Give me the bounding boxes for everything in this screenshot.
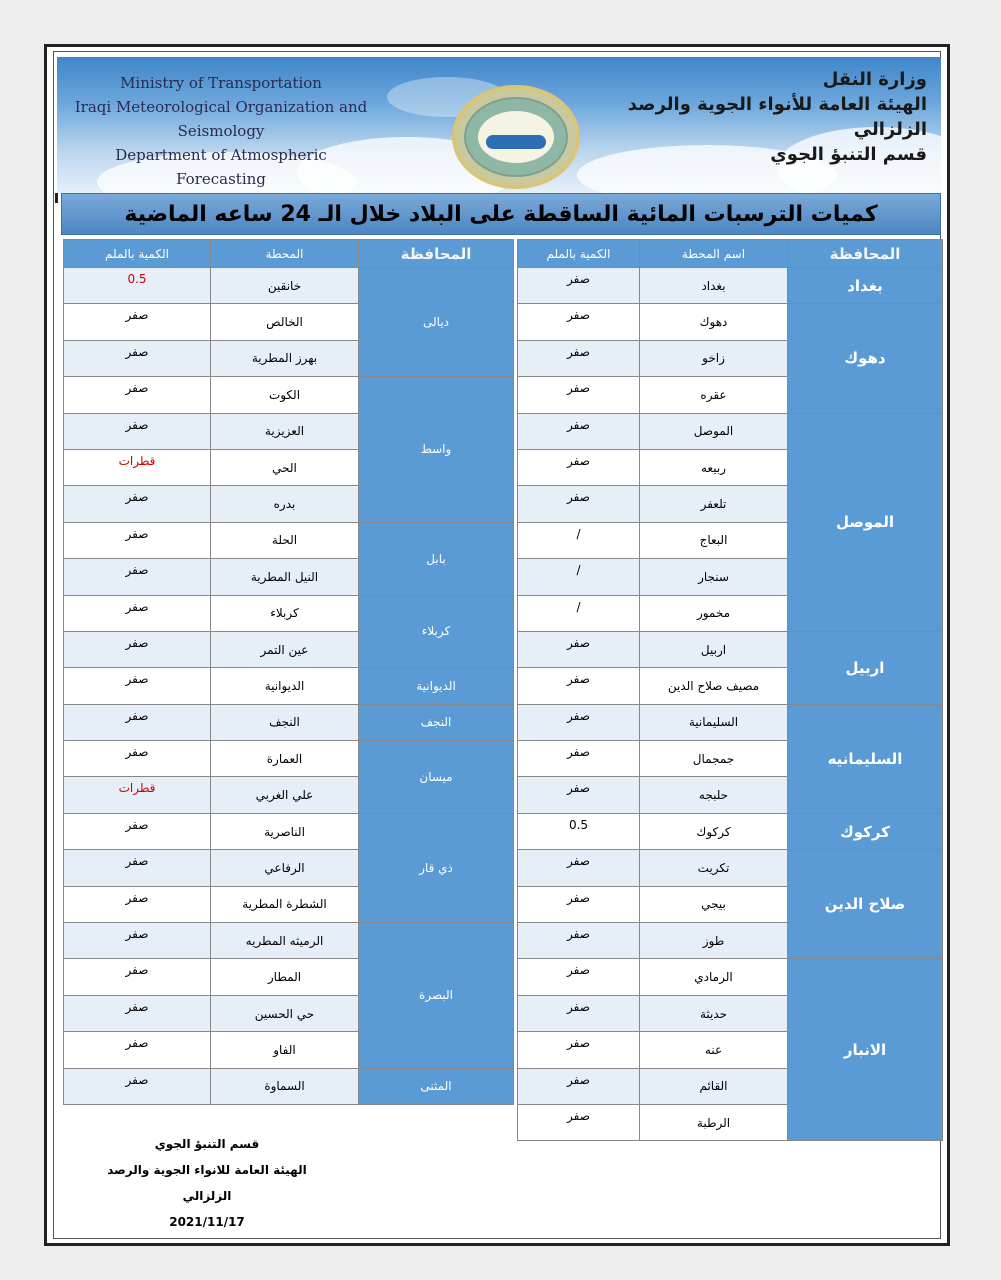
amount-cell: صفر [64, 304, 211, 340]
amount-cell: / [518, 522, 640, 558]
footer-organization: الهيئة العامة للانواء الجوية والرصد الزلزالي [107, 1163, 307, 1203]
amount-cell: صفر [518, 850, 640, 886]
amount-cell: صفر [64, 413, 211, 449]
header-amount: الكمية بالملم [64, 240, 211, 268]
station-cell: الرميثه المطريه [211, 923, 359, 959]
amount-cell: صفر [518, 631, 640, 667]
letterhead-banner [57, 57, 941, 193]
amount-cell: صفر [518, 1104, 640, 1140]
governorate-cell: صلاح الدين [788, 850, 943, 959]
station-cell: الكوت [211, 377, 359, 413]
station-cell: بدره [211, 486, 359, 522]
station-cell: السليمانية [640, 704, 788, 740]
english-department: Department of Atmospheric Forecasting [115, 146, 327, 188]
station-cell: ربيعه [640, 449, 788, 485]
amount-cell: صفر [518, 449, 640, 485]
governorate-cell: ذي قار [359, 813, 514, 922]
table-row [518, 813, 943, 849]
station-cell: اربيل [640, 631, 788, 667]
station-cell: طوز [640, 923, 788, 959]
station-cell: الخالص [211, 304, 359, 340]
amount-cell: صفر [64, 704, 211, 740]
amount-cell: صفر [64, 559, 211, 595]
table-row [64, 813, 514, 849]
organization-logo [452, 85, 580, 189]
table-row [64, 377, 514, 413]
amount-cell: صفر [518, 741, 640, 777]
arabic-department: قسم التنبؤ الجوي [770, 144, 927, 165]
station-cell: بيجي [640, 886, 788, 922]
amount-cell: صفر [518, 704, 640, 740]
document-page [44, 44, 950, 1246]
station-cell: تلعفر [640, 486, 788, 522]
station-cell: الرفاعي [211, 850, 359, 886]
station-cell: النيل المطرية [211, 559, 359, 595]
header-governorate: المحافظة [359, 240, 514, 268]
amount-cell: صفر [64, 668, 211, 704]
table-row [64, 741, 514, 777]
governorate-cell: اربيل [788, 631, 943, 704]
governorate-cell: ديالى [359, 268, 514, 377]
station-cell: العمارة [211, 741, 359, 777]
amount-cell: 0.5 [518, 813, 640, 849]
station-cell: حديثة [640, 995, 788, 1031]
station-cell: كربلاء [211, 595, 359, 631]
station-cell: عنه [640, 1032, 788, 1068]
governorate-cell: واسط [359, 377, 514, 523]
station-cell: الديوانية [211, 668, 359, 704]
station-cell: دهوك [640, 304, 788, 340]
amount-cell: صفر [518, 995, 640, 1031]
header-amount: الكمية بالملم [518, 240, 640, 268]
amount-cell: صفر [518, 959, 640, 995]
governorate-cell: الانبار [788, 959, 943, 1141]
header-station: المحطة [211, 240, 359, 268]
amount-cell: صفر [64, 595, 211, 631]
amount-cell: صفر [64, 886, 211, 922]
amount-cell: صفر [64, 631, 211, 667]
governorate-cell: بغداد [788, 268, 943, 304]
governorate-cell: السليمانيه [788, 704, 943, 813]
station-cell: بغداد [640, 268, 788, 304]
station-cell: كركوك [640, 813, 788, 849]
report-title: كميات الترسبات المائية الساقطة على البلاد خلال الـ 24 ساعه الماضية [61, 193, 941, 235]
station-cell: خانقين [211, 268, 359, 304]
amount-cell: صفر [64, 813, 211, 849]
table-row [64, 923, 514, 959]
amount-cell: صفر [64, 923, 211, 959]
governorate-cell: كركوك [788, 813, 943, 849]
governorate-cell: الديوانية [359, 668, 514, 704]
amount-cell: قطرات [64, 449, 211, 485]
table-row [518, 959, 943, 995]
station-cell: البعاج [640, 522, 788, 558]
station-cell: مخمور [640, 595, 788, 631]
station-cell: زاخو [640, 340, 788, 376]
arabic-organization: الهيئة العامة للأنواء الجوية والرصد الزلزالي [627, 94, 927, 140]
table-row [518, 850, 943, 886]
amount-cell: صفر [64, 340, 211, 376]
table-row [64, 704, 514, 740]
amount-cell: صفر [64, 741, 211, 777]
amount-cell: صفر [64, 377, 211, 413]
table-row [518, 704, 943, 740]
amount-cell: صفر [64, 522, 211, 558]
governorate-cell: المثنى [359, 1068, 514, 1104]
station-cell: جمجمال [640, 741, 788, 777]
amount-cell: صفر [518, 923, 640, 959]
station-cell: الحلة [211, 522, 359, 558]
amount-cell: صفر [518, 340, 640, 376]
governorate-cell: بابل [359, 522, 514, 595]
amount-cell: صفر [64, 1032, 211, 1068]
amount-cell: صفر [518, 886, 640, 922]
governorate-cell: ميسان [359, 741, 514, 814]
station-cell: عقره [640, 377, 788, 413]
station-cell: حي الحسين [211, 995, 359, 1031]
footer-department: قسم التنبؤ الجوي [154, 1137, 260, 1151]
amount-cell: صفر [518, 1068, 640, 1104]
station-cell: الموصل [640, 413, 788, 449]
arabic-ministry: وزارة النقل [822, 69, 927, 90]
amount-cell: 0.5 [64, 268, 211, 304]
amount-cell: صفر [518, 377, 640, 413]
footer-date: 2021/11/17 [169, 1215, 245, 1229]
table-row [64, 668, 514, 704]
margin-mark [55, 193, 58, 203]
table-row [64, 595, 514, 631]
station-cell: السماوة [211, 1068, 359, 1104]
station-cell: المطار [211, 959, 359, 995]
english-header [71, 71, 371, 191]
governorate-cell: النجف [359, 704, 514, 740]
station-cell: الحي [211, 449, 359, 485]
amount-cell: / [518, 559, 640, 595]
station-cell: مصيف صلاح الدين [640, 668, 788, 704]
amount-cell: صفر [518, 304, 640, 340]
governorate-cell: الموصل [788, 413, 943, 631]
table-row [64, 522, 514, 558]
english-organization: Iraqi Meteorological Organization and Seismology [74, 98, 368, 140]
station-cell: القائم [640, 1068, 788, 1104]
station-cell: العزيزية [211, 413, 359, 449]
header-governorate: المحافظة [788, 240, 943, 268]
table-row [64, 268, 514, 304]
amount-cell: صفر [518, 668, 640, 704]
arabic-header [627, 67, 927, 167]
amount-cell: صفر [64, 995, 211, 1031]
amount-cell: صفر [518, 486, 640, 522]
station-cell: الفاو [211, 1032, 359, 1068]
governorate-cell: دهوك [788, 304, 943, 413]
governorate-cell: كربلاء [359, 595, 514, 668]
amount-cell: صفر [64, 959, 211, 995]
amount-cell: صفر [64, 850, 211, 886]
table-row [518, 268, 943, 304]
amount-cell: صفر [518, 1032, 640, 1068]
governorate-cell: البصرة [359, 923, 514, 1069]
table-row [518, 304, 943, 340]
amount-cell: صفر [518, 268, 640, 304]
station-cell: بهرز المطرية [211, 340, 359, 376]
table-row [518, 413, 943, 449]
station-cell: النجف [211, 704, 359, 740]
amount-cell: صفر [64, 1068, 211, 1104]
table-row [64, 1068, 514, 1104]
station-cell: حلبجه [640, 777, 788, 813]
station-cell: تكريت [640, 850, 788, 886]
station-cell: علي الغربي [211, 777, 359, 813]
amount-cell: صفر [518, 413, 640, 449]
footer-signature [97, 1131, 317, 1235]
amount-cell: / [518, 595, 640, 631]
station-cell: الشطرة المطرية [211, 886, 359, 922]
station-cell: الرمادي [640, 959, 788, 995]
amount-cell: صفر [518, 777, 640, 813]
station-cell: الرطبة [640, 1104, 788, 1140]
station-cell: الناصرية [211, 813, 359, 849]
table-row [518, 631, 943, 667]
left-precipitation-table [63, 239, 514, 1105]
right-precipitation-table [517, 239, 943, 1141]
amount-cell: صفر [64, 486, 211, 522]
english-ministry: Ministry of Transportation [120, 74, 322, 92]
station-cell: سنجار [640, 559, 788, 595]
amount-cell: قطرات [64, 777, 211, 813]
station-cell: عين التمر [211, 631, 359, 667]
header-station: اسم المحطة [640, 240, 788, 268]
